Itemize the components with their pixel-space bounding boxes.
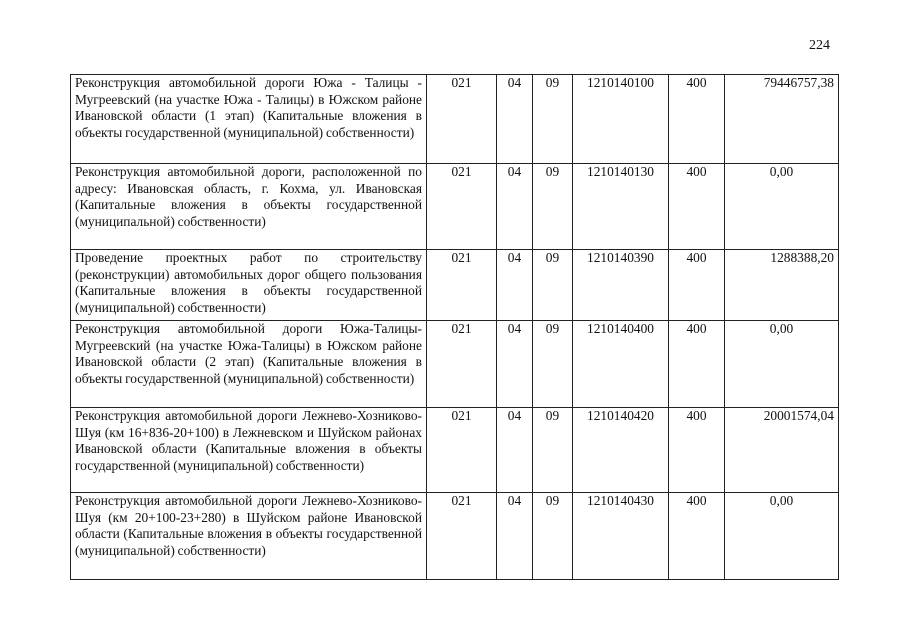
row-subsection: 09 — [533, 493, 573, 580]
table-row — [71, 164, 839, 250]
table-row — [71, 75, 839, 164]
row-amount: 20001574,04 — [725, 408, 839, 493]
row-section: 04 — [497, 164, 533, 250]
table-row — [71, 250, 839, 321]
row-amount: 79446757,38 — [725, 75, 839, 164]
row-expense-type: 400 — [669, 75, 725, 164]
row-target: 1210140130 — [573, 164, 669, 250]
row-target: 1210140420 — [573, 408, 669, 493]
row-expense-type: 400 — [669, 493, 725, 580]
row-code: 021 — [427, 75, 497, 164]
row-target: 1210140430 — [573, 493, 669, 580]
row-description: Реконструкция автомобильной дороги, расположенной по адресу: Ивановская область, г. Кохма, ул. Ивановская (Капитальные вложения в объекты государственной (муниципальной) собственности) — [71, 164, 427, 250]
page-number: 224 — [809, 38, 830, 53]
row-target: 1210140100 — [573, 75, 669, 164]
row-section: 04 — [497, 493, 533, 580]
row-expense-type: 400 — [669, 164, 725, 250]
row-description: Реконструкция автомобильной дороги Лежнево-Хозниково-Шуя (км 20+100-23+280) в Шуйском районе Ивановской области (Капитальные вложения в объекты государственной (муниципальной) собственности) — [71, 493, 427, 580]
table-row — [71, 408, 839, 493]
row-amount: 0,00 — [725, 321, 839, 408]
row-section: 04 — [497, 321, 533, 408]
row-target: 1210140390 — [573, 250, 669, 321]
table-row — [71, 321, 839, 408]
row-expense-type: 400 — [669, 321, 725, 408]
row-expense-type: 400 — [669, 408, 725, 493]
row-subsection: 09 — [533, 75, 573, 164]
row-code: 021 — [427, 250, 497, 321]
row-subsection: 09 — [533, 321, 573, 408]
row-section: 04 — [497, 75, 533, 164]
row-subsection: 09 — [533, 408, 573, 493]
budget-table — [70, 74, 839, 580]
row-subsection: 09 — [533, 164, 573, 250]
row-description: Реконструкция автомобильной дороги Южа - Талицы - Мугреевский (на участке Южа - Талицы) в Южском районе Ивановской области (1 этап) (Капитальные вложения в объекты государственной (муниципальной) собственности) — [71, 75, 427, 164]
row-section: 04 — [497, 408, 533, 493]
row-description: Реконструкция автомобильной дороги Лежнево-Хозниково-Шуя (км 16+836-20+100) в Лежневском и Шуйском районах Ивановской области (Капитальные вложения в объекты государственной (муниципальной) собственности) — [71, 408, 427, 493]
row-description: Реконструкция автомобильной дороги Южа-Талицы-Мугреевский (на участке Южа-Талицы) в Южском районе Ивановской области (2 этап) (Капитальные вложения в объекты государственной (муниципальной) собственности) — [71, 321, 427, 408]
row-code: 021 — [427, 493, 497, 580]
row-amount: 0,00 — [725, 164, 839, 250]
row-section: 04 — [497, 250, 533, 321]
table-row — [71, 493, 839, 580]
row-amount: 0,00 — [725, 493, 839, 580]
row-code: 021 — [427, 408, 497, 493]
row-description: Проведение проектных работ по строительству (реконструкции) автомобильных дорог общего пользования (Капитальные вложения в объекты государственной (муниципальной) собственности) — [71, 250, 427, 321]
row-code: 021 — [427, 321, 497, 408]
row-target: 1210140400 — [573, 321, 669, 408]
row-amount: 1288388,20 — [725, 250, 839, 321]
row-code: 021 — [427, 164, 497, 250]
row-subsection: 09 — [533, 250, 573, 321]
row-expense-type: 400 — [669, 250, 725, 321]
